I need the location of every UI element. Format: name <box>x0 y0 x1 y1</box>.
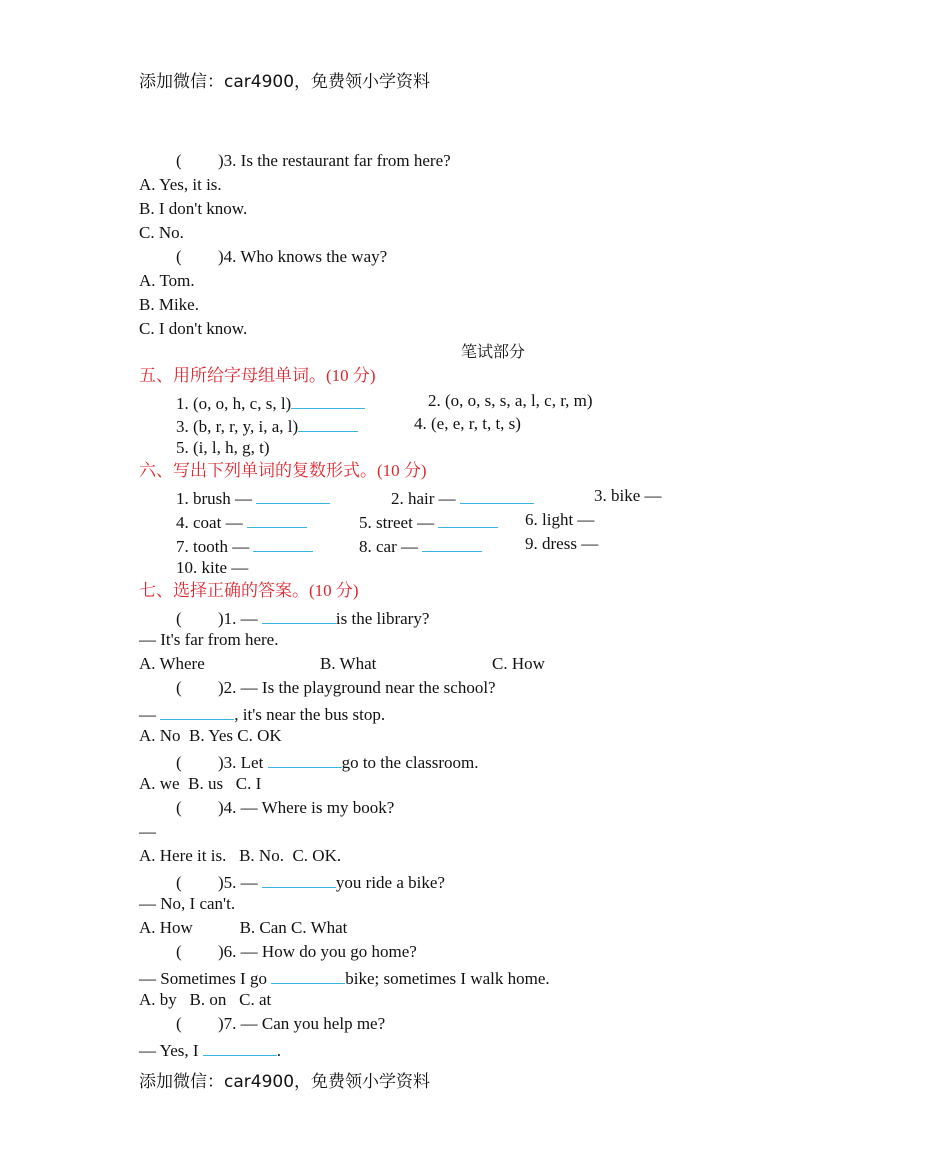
s6-item6: 6. light — <box>525 510 595 529</box>
answer-blank[interactable] <box>203 1036 277 1056</box>
section5-title: 五、用所给字母组单词。(10 分) <box>139 366 376 385</box>
s5-item3: 3. (b, r, r, y, i, a, l) <box>176 412 358 439</box>
s7-q3-options: A. we B. us C. I <box>139 774 262 793</box>
s6-item7: 7. tooth — <box>176 532 313 559</box>
listening-q3-option-a: A. Yes, it is. <box>139 175 222 194</box>
s6-item3: 3. bike — <box>594 486 662 505</box>
answer-blank[interactable] <box>268 748 342 768</box>
listening-q4-option-b: B. Mike. <box>139 295 199 314</box>
listening-q4: ( )4. Who knows the way? <box>176 247 388 266</box>
footer-note: 添加微信：car4900，免费领小学资料 <box>139 1072 431 1092</box>
s7-q7-reply: — Yes, I . <box>139 1036 281 1063</box>
s7-q1-option-c: C. How <box>492 654 545 673</box>
s7-q1-reply: — It's far from here. <box>139 630 279 649</box>
s7-q3: ( )3. Let go to the classroom. <box>176 748 479 775</box>
s6-item1: 1. brush — <box>176 484 330 511</box>
listening-q3-option-b: B. I don't know. <box>139 199 248 218</box>
answer-blank[interactable] <box>262 868 336 888</box>
s7-q2-options: A. No B. Yes C. OK <box>139 726 282 745</box>
section6-title: 六、写出下列单词的复数形式。(10 分) <box>139 461 427 480</box>
s7-q1-option-b: B. What <box>320 654 377 673</box>
s6-item9: 9. dress — <box>525 534 599 553</box>
answer-blank[interactable] <box>253 532 313 552</box>
s5-item4: 4. (e, e, r, t, t, s) <box>414 414 521 433</box>
listening-q3-option-c: C. No. <box>139 223 184 242</box>
s7-q6-options: A. by B. on C. at <box>139 990 272 1009</box>
s6-item8: 8. car — <box>359 532 482 559</box>
s5-item5: 5. (i, l, h, g, t) <box>176 438 270 457</box>
s7-q1-option-a: A. Where <box>139 654 205 673</box>
s7-q4-options: A. Here it is. B. No. C. OK. <box>139 846 342 865</box>
answer-blank[interactable] <box>438 508 498 528</box>
s7-q5-reply: — No, I can't. <box>139 894 236 913</box>
answer-blank[interactable] <box>256 484 330 504</box>
listening-q4-option-c: C. I don't know. <box>139 319 248 338</box>
answer-blank[interactable] <box>298 412 358 432</box>
s6-item10: 10. kite — <box>176 558 249 577</box>
s6-item4: 4. coat — <box>176 508 307 535</box>
s5-item1: 1. (o, o, h, c, s, l) <box>176 389 365 416</box>
s7-q4-reply: — <box>139 822 156 841</box>
listening-q4-option-a: A. Tom. <box>139 271 195 290</box>
answer-blank[interactable] <box>271 964 345 984</box>
answer-blank[interactable] <box>262 604 336 624</box>
header-note: 添加微信：car4900，免费领小学资料 <box>139 72 431 92</box>
s6-item5: 5. street — <box>359 508 498 535</box>
section7-title: 七、选择正确的答案。(10 分) <box>139 581 359 600</box>
s7-q6: ( )6. — How do you go home? <box>176 942 417 961</box>
answer-blank[interactable] <box>460 484 534 504</box>
s7-q6-reply: — Sometimes I go bike; sometimes I walk home. <box>139 964 550 991</box>
s7-q1: ( )1. — is the library? <box>176 604 429 631</box>
s7-q5-options: A. How B. Can C. What <box>139 918 348 937</box>
s7-q4: ( )4. — Where is my book? <box>176 798 395 817</box>
written-part-title: 笔试部分 <box>460 342 525 361</box>
s7-q5: ( )5. — you ride a bike? <box>176 868 445 895</box>
s5-item2: 2. (o, o, s, s, a, l, c, r, m) <box>428 391 593 410</box>
s6-item2: 2. hair — <box>391 484 534 511</box>
s7-q2: ( )2. — Is the playground near the school? <box>176 678 496 697</box>
s7-q2-reply: — , it's near the bus stop. <box>139 700 385 727</box>
listening-q3: ( )3. Is the restaurant far from here? <box>176 151 451 170</box>
answer-blank[interactable] <box>291 389 365 409</box>
answer-blank[interactable] <box>422 532 482 552</box>
answer-blank[interactable] <box>160 700 234 720</box>
s7-q7: ( )7. — Can you help me? <box>176 1014 386 1033</box>
answer-blank[interactable] <box>247 508 307 528</box>
